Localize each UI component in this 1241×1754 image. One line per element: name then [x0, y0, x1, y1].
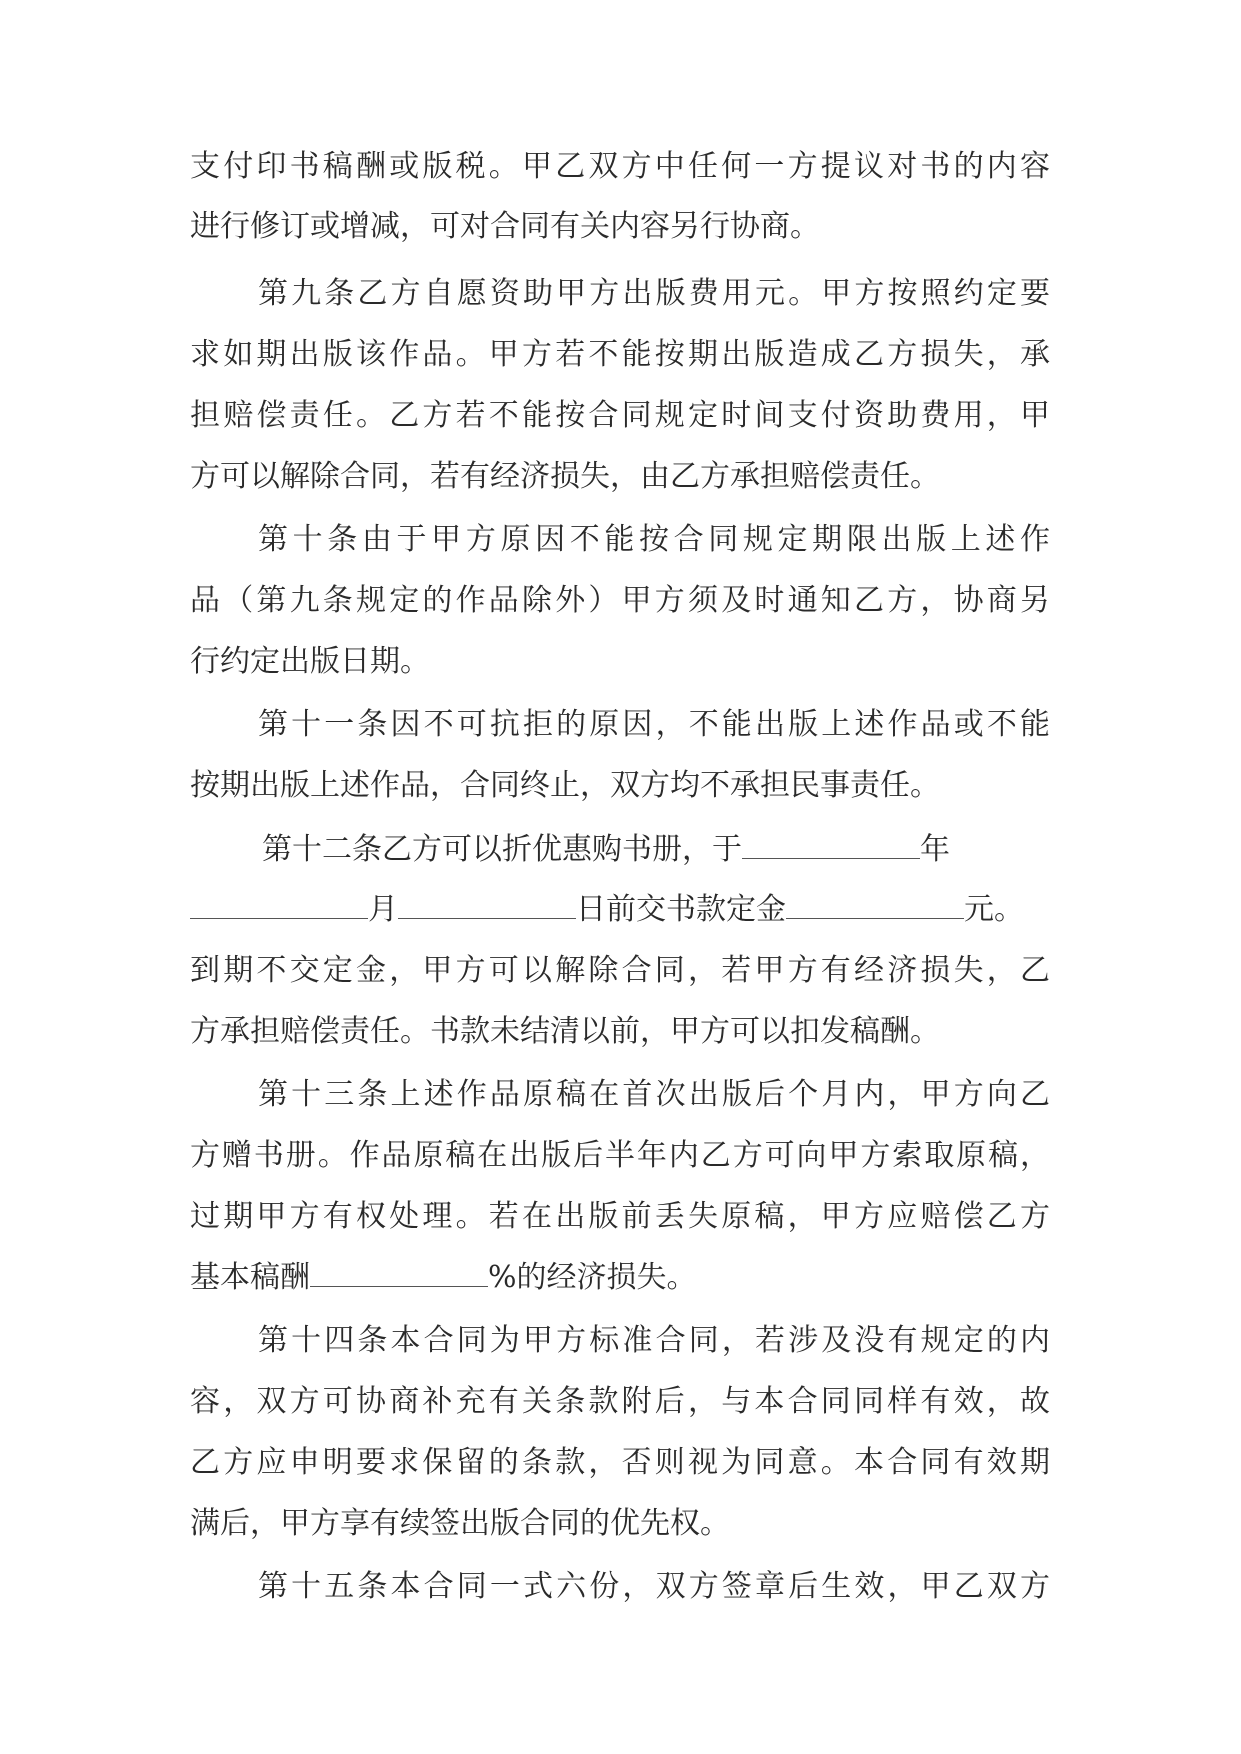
text-line: 方承担赔偿责任。书款未结清以前，甲方可以扣发稿酬。 [190, 1014, 940, 1049]
text-segment: 元。 [964, 892, 1024, 927]
text-line: 方可以解除合同，若有经济损失，由乙方承担赔偿责任。 [190, 459, 940, 494]
blank-field [786, 892, 964, 919]
text-line-with-blanks [190, 1248, 1050, 1308]
text-line: 按期出版上述作品，合同终止，双方均不承担民事责任。 [190, 768, 940, 803]
text-line-with-blanks [190, 880, 1050, 940]
text-segment: 年 [920, 832, 950, 867]
text-line-with-blanks [262, 820, 1050, 880]
text-line: 行约定出版日期。 [190, 644, 430, 679]
blank-field [310, 1260, 488, 1287]
text-line: 第十三条上述作品原稿在首次出版后个月内，甲方向乙 [258, 1077, 1050, 1112]
blank-field [190, 892, 368, 919]
text-line: 方赠书册。作品原稿在出版后半年内乙方可向甲方索取原稿， [190, 1138, 1050, 1173]
text-line: 第十一条因不可抗拒的原因，不能出版上述作品或不能 [258, 707, 1050, 742]
text-segment: 第十二条乙方可以折优惠购书册，于 [262, 832, 742, 867]
text-line: 第九条乙方自愿资助甲方出版费用元。甲方按照约定要 [258, 276, 1050, 311]
text-segment: %的经济损失。 [488, 1260, 697, 1295]
text-segment: 基本稿酬 [190, 1260, 310, 1295]
text-line: 担赔偿责任。乙方若不能按合同规定时间支付资助费用，甲 [190, 398, 1050, 433]
text-line: 到期不交定金，甲方可以解除合同，若甲方有经济损失，乙 [190, 953, 1050, 988]
text-segment: 月 [368, 892, 398, 927]
text-line: 第十五条本合同一式六份，双方签章后生效，甲乙双方 [258, 1569, 1050, 1604]
text-line: 第十四条本合同为甲方标准合同，若涉及没有规定的内 [258, 1323, 1050, 1358]
text-segment: 日前交书款定金 [576, 892, 786, 927]
blank-field [398, 892, 576, 919]
text-line: 满后，甲方享有续签出版合同的优先权。 [190, 1506, 730, 1541]
text-line: 过期甲方有权处理。若在出版前丢失原稿，甲方应赔偿乙方 [190, 1199, 1050, 1234]
text-line: 支付印书稿酬或版税。甲乙双方中任何一方提议对书的内容 [190, 149, 1050, 184]
text-line: 求如期出版该作品。甲方若不能按期出版造成乙方损失，承 [190, 337, 1050, 372]
blank-field [742, 832, 920, 859]
text-line: 进行修订或增减，可对合同有关内容另行协商。 [190, 209, 820, 244]
text-line: 容，双方可协商补充有关条款附后，与本合同同样有效，故 [190, 1384, 1050, 1419]
text-line: 乙方应申明要求保留的条款，否则视为同意。本合同有效期 [190, 1445, 1050, 1480]
text-line: 第十条由于甲方原因不能按合同规定期限出版上述作 [258, 522, 1050, 557]
text-line: 品（第九条规定的作品除外）甲方须及时通知乙方，协商另 [190, 583, 1050, 618]
